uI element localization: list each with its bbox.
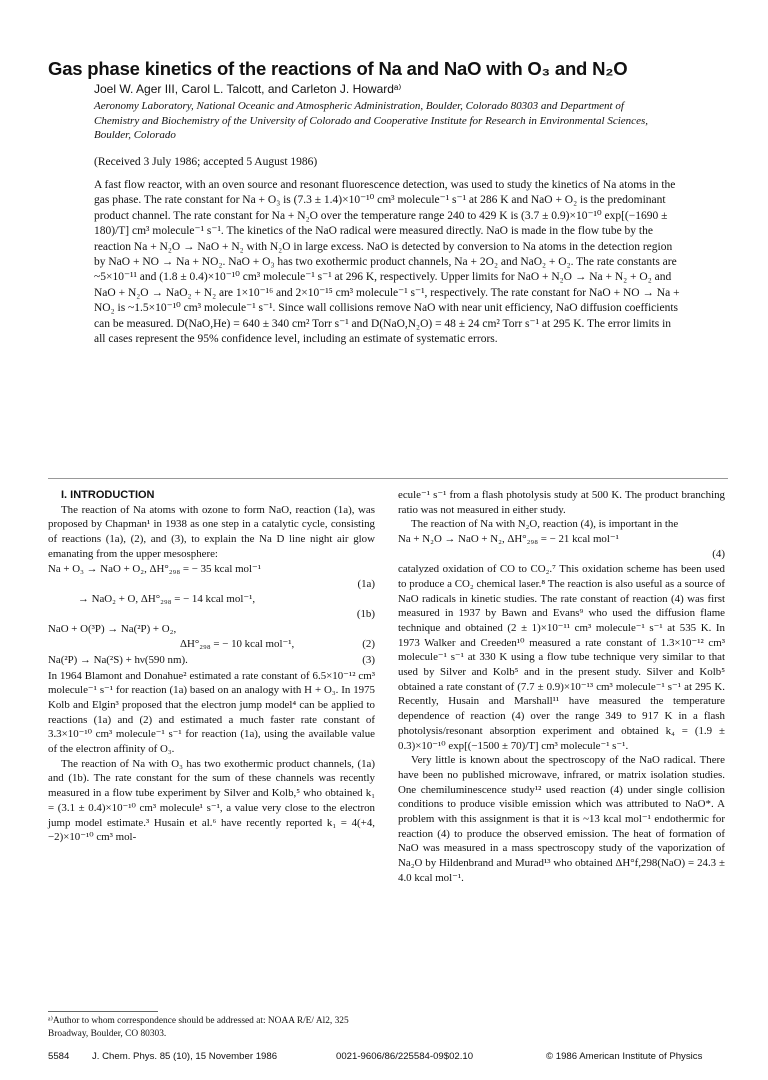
equation-2 [48, 622, 375, 637]
intro-paragraph-3: The reaction of Na with O₃ has two exothermic product channels, (1a) and (1b). The rate constant for the sum of these channels was recently measured in a flow tube experiment by Silver and Kolb,⁵ who obtained k₁ = (3.1 ± 0.4)×10⁻¹⁰ cm³ molecule¹ s⁻¹, a value very close to the electron jump model estimate.³ Husain et al.⁶ have recently reported k₁ = 4(+4, −2)×10⁻¹⁰ cm³ mol- [48, 757, 375, 844]
equation-4 [398, 532, 725, 547]
affiliation: Aeronomy Laboratory, National Oceanic and Atmospheric Administration, Boulder, Colorado 80303 and Department of Chemistry and Biochemistry of the University of Colorado and Cooperative Institute for Research in Environmental Sciences, Boulder, Colorado [94, 100, 648, 141]
equation-2-enthalpy-row [48, 637, 375, 653]
journal-citation: J. Chem. Phys. 85 (10), 15 November 1986 [92, 1051, 278, 1062]
right-column [398, 488, 725, 886]
footnote: ᵃ⁾Author to whom correspondence should be addressed at: NOAA R/E/ Al2, 325 Broadway, Boulder, CO 80303. [48, 1016, 349, 1039]
equation-4-number: (4) [712, 548, 725, 561]
equation-3-number: (3) [362, 653, 375, 666]
equation-4-text: Na + N₂O → NaO + N₂, ΔH°₂₉₈ = − 21 kcal mol⁻¹ [398, 533, 619, 546]
authors: Joel W. Ager III, Carol L. Talcott, and Carleton J. Howardᵃ⁾ [94, 82, 402, 96]
section-divider [48, 478, 728, 479]
equation-2-text: NaO + O(³P) → Na(²P) + O₂, [48, 622, 177, 635]
page-number: 5584 [48, 1051, 70, 1062]
copyright: © 1986 American Institute of Physics [546, 1051, 703, 1062]
right-paragraph-4: Very little is known about the spectroscopy of the NaO radical. There have been no published microwave, infrared, or matrix isolation studies. One chemiluminescence study¹² used reaction (4) under single collision conditions to produce visible emission which was attributed to NaO*. A problem with this assignment is that it is ~13 kcal mol⁻¹ endothermic for reaction (4) to produce the observed emission. The heat of formation of NaO was measured in a mass spectroscopy study of the vaporization of Na₂O by Hildenbrand and Murad¹³ who obtained ΔH°f,298(NaO) = 24.3 ± 4.0 kcal mol⁻¹. [398, 754, 725, 884]
equation-3 [48, 653, 375, 669]
left-column [48, 488, 375, 845]
footnote-divider [48, 1011, 158, 1012]
equation-1a-text: Na + O₃ → NaO + O₂, ΔH°₂₉₈ = − 35 kcal mol⁻¹ [48, 562, 262, 575]
right-paragraph-3: catalyzed oxidation of CO to CO₂.⁷ This oxidation scheme has been used to produce a CO₂ chemical laser.⁸ The reaction is also useful as a source of NaO radicals in kinetic studies. The rate constant of reaction (4) was first measured in 1937 by Bawn and Evans⁹ who used the diffusion flame technique and obtained (2 ± 1)×10⁻¹¹ cm³ molecule⁻¹ s⁻¹ at 535 K. In 1973 Walker and Creeden¹⁰ measured a rate constant of 1.3×10⁻¹² cm³ molecule⁻¹ s⁻¹ at 330 K using a flow tube technique very similar to that used by Silver and Kolb⁵ and in the present study. Silver and Kolb⁵ obtained a rate constant of (7.7 ± 0.9)×10⁻¹³ cm³ molecule⁻¹ s⁻¹ at 295 K. Recently, Husain and Marshall¹¹ have measured the temperature dependence of reaction (4) over the range 349 to 917 K in a flash photolysis/resonant absorption experiment and obtained k₄ = (1.9 ± 0.3)×10⁻¹⁰ exp[(−1500 ± 70)/T] cm³ molecule⁻¹ s⁻¹. [398, 563, 725, 752]
equation-1b [48, 592, 375, 607]
equation-1b-text: → NaO₂ + O, ΔH°₂₉₈ = − 14 kcal mol⁻¹, [78, 592, 256, 605]
right-paragraph-1: ecule⁻¹ s⁻¹ from a flash photolysis study at 500 K. The product branching ratio was not measured in either study. [398, 489, 725, 516]
equation-1a-number: (1a) [357, 577, 375, 590]
abstract: A fast flow reactor, with an oven source and resonant fluorescence detection, was used to study the kinetics of Na atoms in the gas phase. The rate constant for Na + O₃ is (7.3 ± 1.4)×10⁻¹⁰ cm³ molecule⁻¹ s⁻¹ at 286 K and NaO + O₂ is the predominant product channel. The rate constant for Na + N₂O over the temperature range 240 to 429 K is (3.7 ± 0.9)×10⁻¹⁰ exp[(−1690 ± 180)/T] cm³ molecule⁻¹ s⁻¹. The kinetics of the NaO radical were measured directly. NaO is made in the flow tube by the reaction Na + N₂O → NaO + N₂ with N₂O in large excess. NaO is detected by conversion to Na atoms in the detection region by NaO + NO → Na + NO₂. NaO + O₃ has two exothermic product channels, Na + 2O₂ and NaO₂ + O₂. The rate constants are ~5×10⁻¹¹ and (1.8 ± 0.4)×10⁻¹⁰ cm³ molecule⁻¹ s⁻¹ at 296 K, respectively. Upper limits for NaO + N₂O → Na + N₂ + O₂ and NaO + N₂O → NaO₂ + N₂ are 1×10⁻¹⁶ and 2×10⁻¹⁵ cm³ molecule⁻¹ s⁻¹, respectively. The rate constant for NaO + NO → Na + NO₂ is ~1.5×10⁻¹⁰ cm³ molecule⁻¹ s⁻¹. Since wall collisions remove NaO with near unit efficiency, NaO diffusion coefficients can be measured. D(NaO,He) = 640 ± 340 cm² Torr s⁻¹ and D(NaO,N₂O) = 48 ± 24 cm² Torr s⁻¹ at 295 K. The error limits in all cases represent the 95% confidence level, including an estimate of systematic errors. [94, 179, 680, 346]
right-paragraph-2: The reaction of Na with N₂O, reaction (4), is important in the [411, 518, 679, 531]
equation-1a [48, 562, 375, 577]
equation-1b-number-row [48, 607, 375, 622]
section-heading-introduction: I. INTRODUCTION [61, 489, 155, 501]
equation-2-enthalpy: ΔH°₂₉₈ = − 10 kcal mol⁻¹, [180, 637, 295, 650]
equation-4-number-row [398, 547, 725, 562]
paper-title: Gas phase kinetics of the reactions of Na and NaO with O₃ and N₂O [48, 58, 628, 79]
equation-3-text: Na(²P) → Na(²S) + hν(590 nm). [48, 653, 188, 666]
equation-1b-number: (1b) [356, 607, 375, 620]
article-code: 0021-9606/86/225584-09$02.10 [336, 1051, 474, 1062]
intro-paragraph-1: The reaction of Na atoms with ozone to form NaO, reaction (1a), was proposed by Chapman¹ in 1938 as one step in a catalytic cycle, consisting of reactions (1a), (2), and (3), to explain the Na D line night air glow emanating from the upper mesosphere: [48, 503, 375, 560]
equation-2-number: (2) [362, 637, 375, 650]
intro-paragraph-2: In 1964 Blamont and Donahue² estimated a rate constant of 6.5×10⁻¹² cm³ molecule⁻¹ s⁻¹ for reaction (1a) based on an analogy with H + O₃. In 1975 Kolb and Elgin³ proposed that the electron jump model⁴ can be applied to reactions (1a) and (2) and estimated a much faster rate constant of 3.3×10⁻¹⁰ cm³ molecule⁻¹ s⁻¹ for reaction (1a), using the available value of the electron affinity of O₃. [48, 669, 375, 756]
received-date: (Received 3 July 1986; accepted 5 August 1986) [94, 156, 318, 168]
equation-1a-number-row [48, 577, 375, 592]
